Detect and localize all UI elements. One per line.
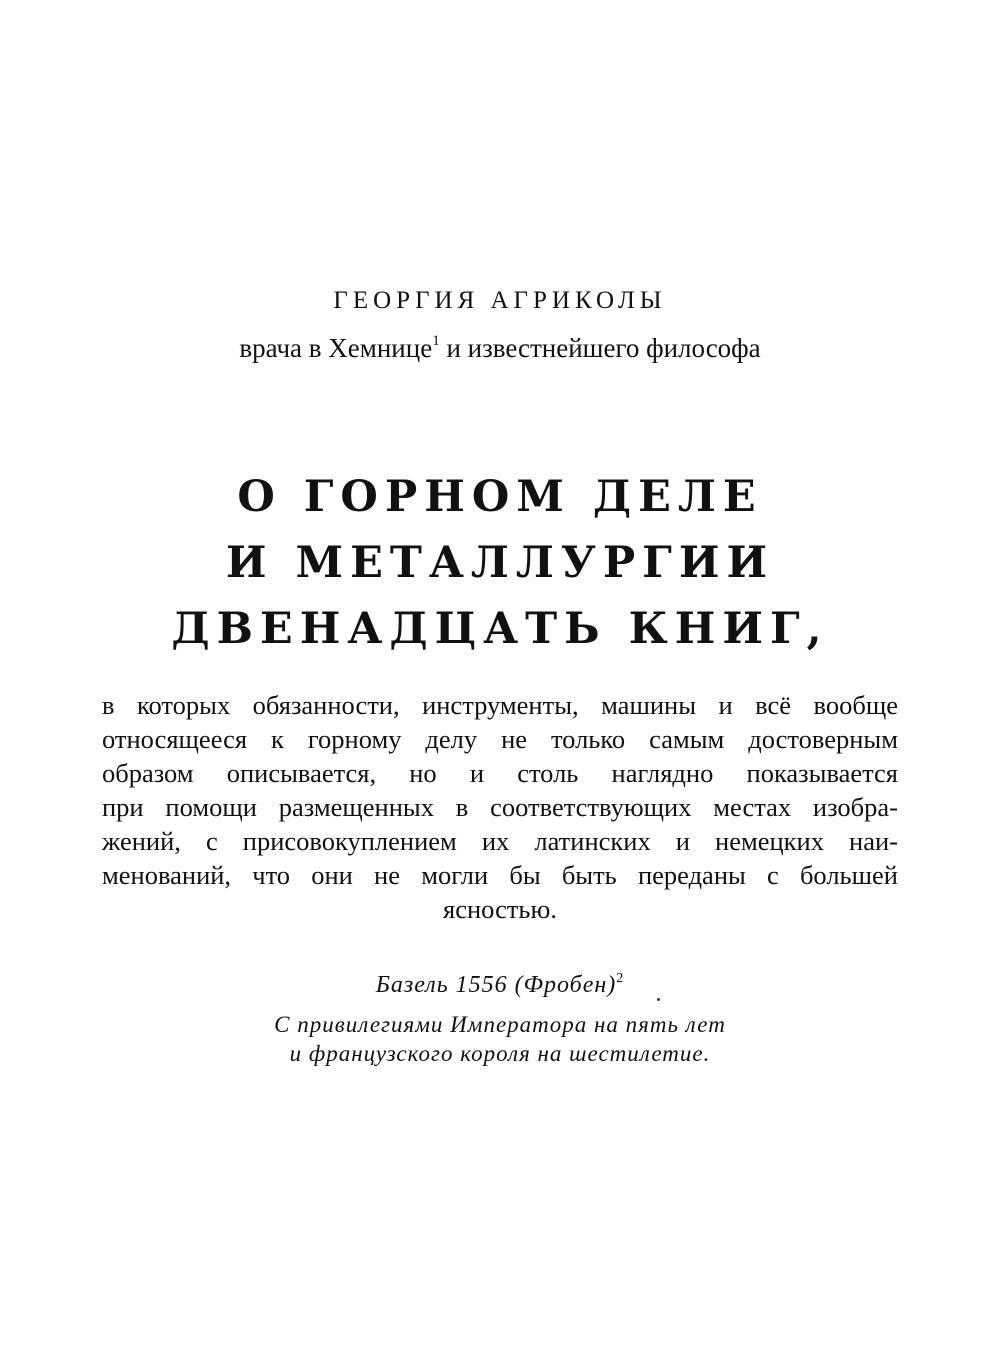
privileges	[0, 1010, 1000, 1068]
description-line-6: менований, что они не могли бы быть переданы с большей	[102, 860, 898, 890]
subtitle-text-continued: и известнейшего философа	[439, 333, 761, 363]
subtitle-text: врача в Хемнице	[239, 333, 433, 363]
description-line-3: образом описывается, но и столь наглядно показывается	[102, 758, 898, 788]
description-line-2: относящееся к горному делу не только самым достоверным	[102, 724, 898, 754]
description-line-7: ясностью.	[443, 894, 557, 924]
imprint	[0, 970, 1000, 1000]
book-title-line-3: ДВЕНАДЦАТЬ КНИГ,	[171, 604, 829, 654]
author-name: ГЕОРГИЯ АГРИКОЛЫ	[333, 287, 667, 314]
privileges-line-1: С привилегиями Императора на пять лет	[274, 1012, 726, 1037]
description-line-1: в которых обязанности, инструменты, машины и всё вообще	[102, 690, 898, 720]
description-line-4: при помощи размещенных в соответствующих местах изобра-	[102, 792, 898, 822]
book-title	[0, 464, 1000, 662]
book-description	[102, 688, 898, 926]
author-subtitle	[0, 330, 1000, 366]
print-speck	[657, 998, 660, 1001]
privileges-line-2: и французского короля на шестилетие.	[289, 1041, 711, 1066]
description-line-5: жений, с присовокуплением их латинских и немецких наи-	[102, 826, 898, 856]
book-title-line-1: О ГОРНОМ ДЕЛЕ	[237, 472, 763, 522]
book-title-line-2: И МЕТАЛЛУРГИИ	[225, 538, 775, 588]
imprint-text: Базель 1556 (Фробен)	[375, 972, 617, 998]
footnote-marker-1: 1	[432, 333, 440, 349]
footnote-marker-2: 2	[616, 971, 625, 986]
